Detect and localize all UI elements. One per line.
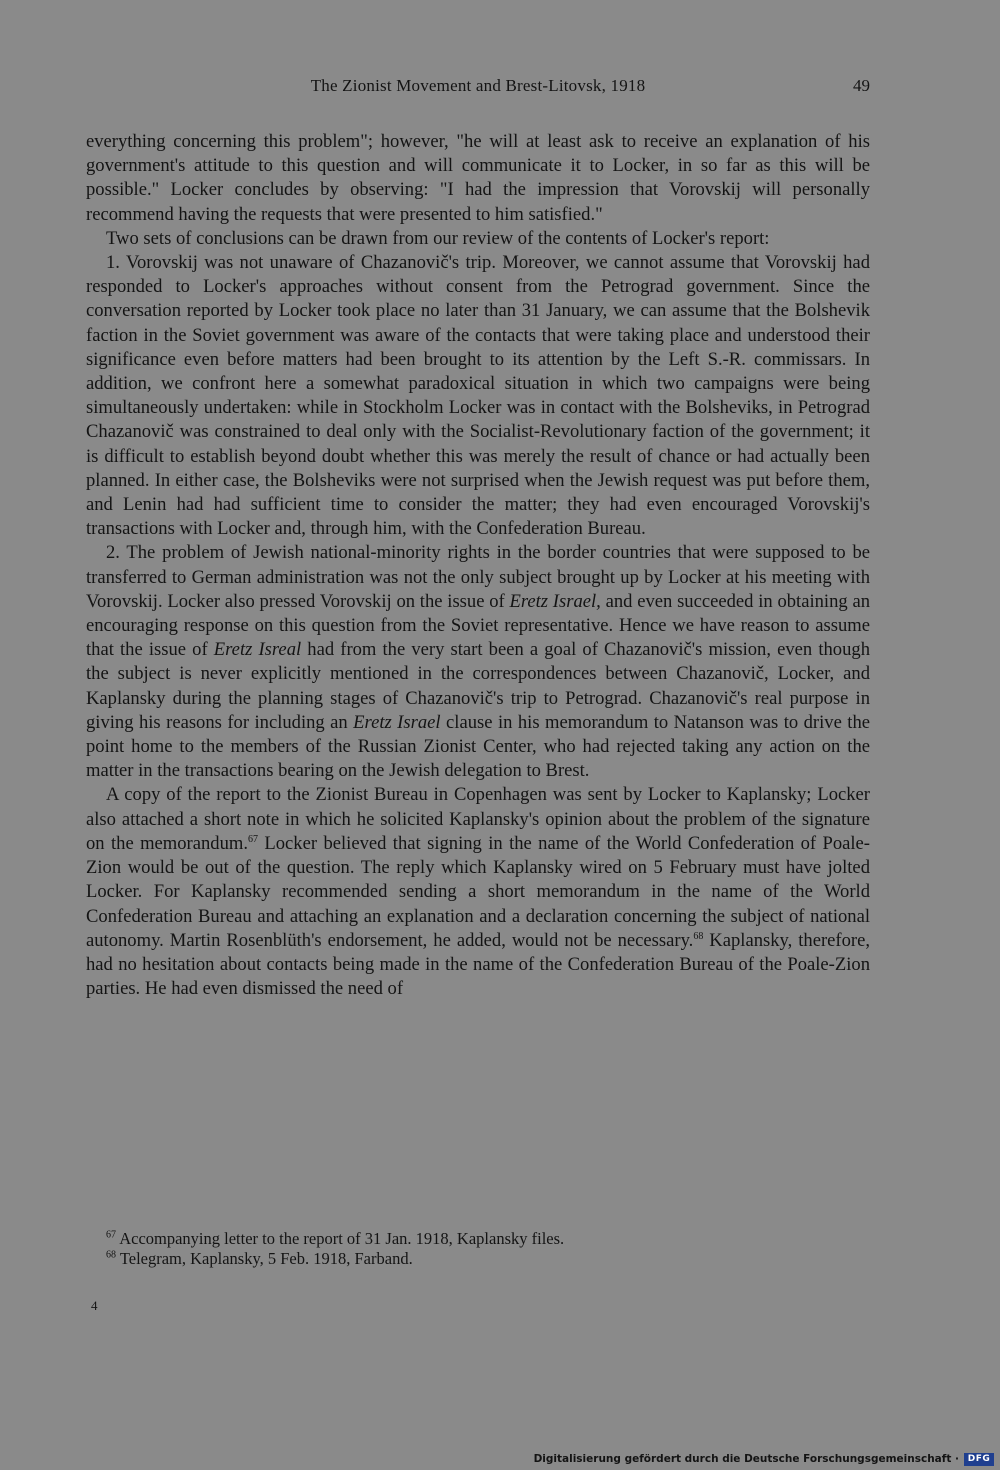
paragraph-4-italic-eretz-israel-1: Eretz Israel, [509,590,601,612]
paragraph-4-text-e: had from the very start been a goal of Chazanovič's mission, even though the subject is never explicitly mentioned in the correspondences between Chazanovič, Locker, and Kaplansky during the planning stages of Chazanovič's trip to Petrograd. Chazanovič's real purpose in giving his reasons for including an [86,639,870,733]
paragraph-5 [86,783,870,1001]
digitization-footer [0,1442,1000,1470]
paragraph-5-text-b: Locker believed that signing in the name of the World Confederation of Poale-Zion would be out of the question. The reply which Kaplansky wired on 5 February must have jolted Locker. For Kaplansky recommended sending a short memorandum in the name of the World Confederation Bureau and attaching an explanation and a declaration concerning the subject of national autonomy. Martin Rosenblüth's endorsement, he added, would not be necessary. [86,832,871,951]
footnote-number: 68 [106,1249,116,1261]
paragraph-2: Two sets of conclusions can be drawn from our review of the contents of Locker's report: [106,227,770,249]
footnotes [86,1229,870,1269]
paragraph-4-text-a: 2. The problem of Jewish national-minority rights in the border countries that were supposed to be transferred to German administration was not the only subject brought up by Locker at his meeting with Vorovskij. Locker also pressed Vorovskij on the issue of [86,542,870,612]
paragraph-4 [86,541,870,783]
paragraph-4-text-c: and even succeeded in obtaining an encouraging response on this question from the Soviet representative. Hence we have reason to assume that the issue of [86,590,870,661]
running-title: The Zionist Movement and Brest-Litovsk, 1918 [310,76,646,95]
running-header [86,76,870,100]
footnote-ref-68: 68 [693,930,704,942]
paragraph-3: 1. Vorovskij was not unaware of Chazanovič's trip. Moreover, we cannot assume that Vorovskij had responded to Locker's approaches without consent from the Petrograd government. Since the conversation reported by Locker took place no later than 31 January, we can assume that the Bolshevik faction in the Soviet government was aware of the contacts that were taking place and understood their significance even before matters had been brought to its attention by the Left S.-R. commissars. In addition, we confront here a somewhat paradoxical situation in which two campaigns were being simultaneously undertaken: while in Stockholm Locker was in contact with the Bolsheviks, in Petrograd Chazanovič was constrained to deal only with the Socialist-Revolutionary faction of the government; it is difficult to establish beyond doubt whether this was merely the result of chance or had actually been planned. In either case, the Bolsheviks were not surprised when the Jewish request was put before them, and Lenin had had sufficient time to consider the matter; they had even encouraged Vorovskij's transactions with Locker and, through him, with the Confederation Bureau. [86,252,870,540]
paragraph-4-text-g: clause in his memorandum to Natanson was to drive the point home to the members of the Russian Zionist Center, who had rejected taking any action on the matter in the transactions bearing on the Jewish delegation to Brest. [86,711,870,782]
footnote-67 [86,1229,870,1249]
sheet-signature-mark: 4 [91,1298,98,1313]
footnote-68 [86,1249,870,1269]
footnote-ref-67: 67 [248,833,259,845]
footnote-number: 67 [106,1229,116,1241]
dfg-credit-text: Digitalisierung gefördert durch die Deutsche Forschungsgemeinschaft · [533,1453,959,1465]
dfg-logo: DFG [964,1453,994,1466]
page-number: 49 [853,76,870,95]
footnote-text: Telegram, Kaplansky, 5 Feb. 1918, Farband. [116,1249,413,1268]
paragraph-5-text-a: A copy of the report to the Zionist Bureau in Copenhagen was sent by Locker to Kaplansky; Locker also attached a short note in which he solicited Kaplansky's opinion about the problem of the signature on the memorandum. [86,784,870,854]
paragraph-5-text-c: Kaplansky, therefore, had no hesitation about contacts being made in the name of the Confederation Bureau of the Poale-Zion parties. He had even dismissed the need of [86,929,870,1000]
paragraph-4-italic-eretz-israel-2: Eretz Israel [353,711,441,733]
paragraph-1: everything concerning this problem"; however, "he will at least ask to receive an explanation of his government's attitude to this question and will communicate it to Locker, in so far as this will be possible." Locker concludes by observing: "I had the impression that Vorovskij will personally recommend having the requests that were presented to him satisfied." [86,131,870,225]
body-text [86,130,870,1001]
footnote-text: Accompanying letter to the report of 31 Jan. 1918, Kaplansky files. [116,1229,565,1248]
paragraph-4-italic-eretz-isreal: Eretz Isreal [213,639,302,661]
